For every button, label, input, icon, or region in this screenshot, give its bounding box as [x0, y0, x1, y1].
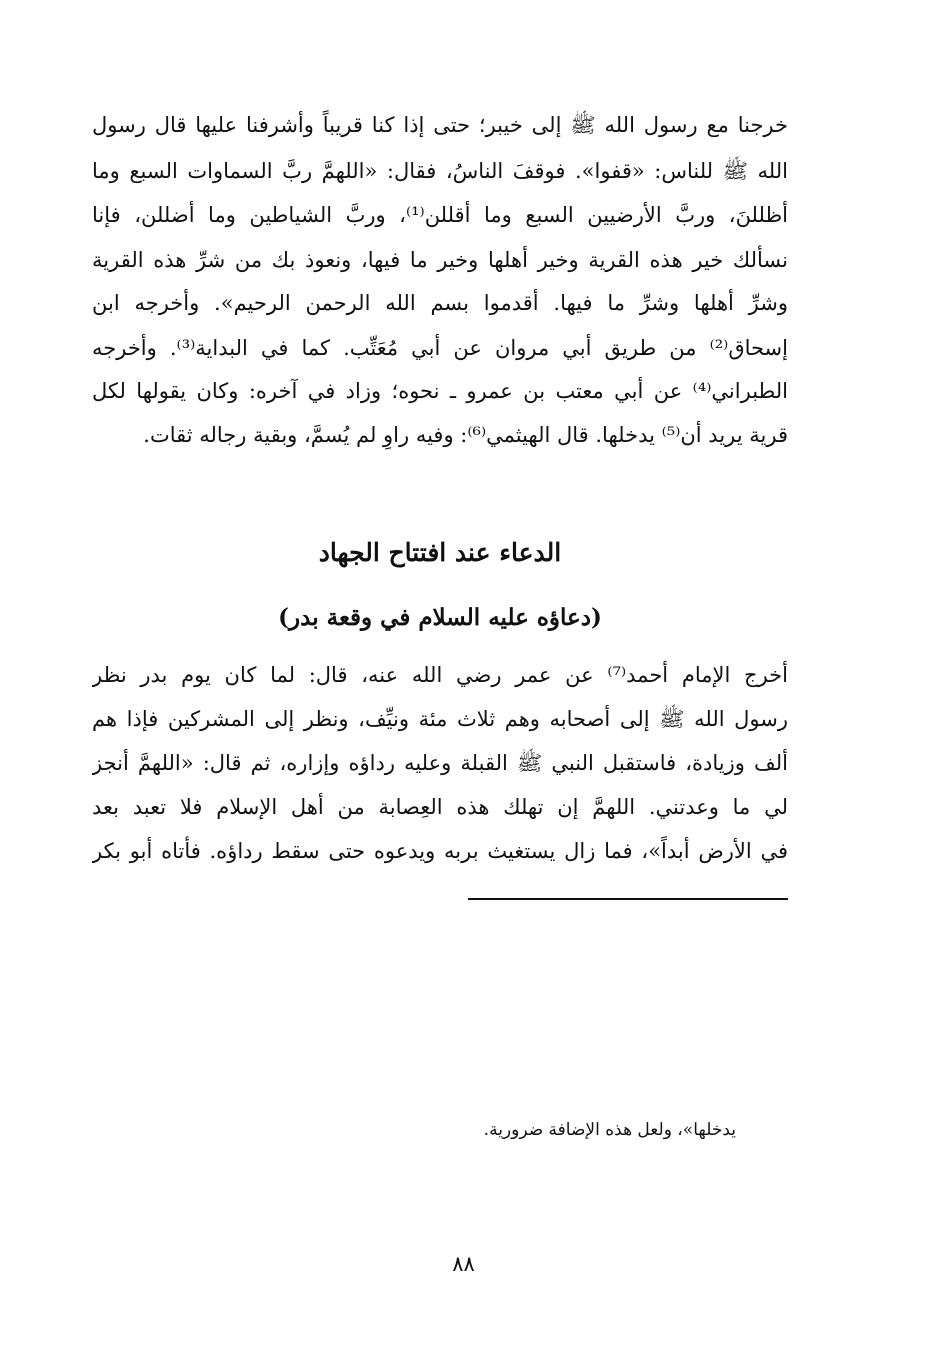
text-line: لي ما وعدتني. اللهمَّ إن تهلك هذه العِصابة من أهل الإسلام فلا تعبد بعد — [92, 795, 788, 819]
text-line: أظللنَ، وربَّ الأرضيين السبع وما أقللن⁽¹⁾، وربَّ الشياطين وما أضللن، فإنا — [92, 203, 788, 227]
text-line: نسألك خير هذه القرية وخير أهلها وخير ما فيها، ونعوذ بك من شرِّ هذه القرية — [92, 248, 788, 272]
text-line: الطبراني⁽⁴⁾ عن أبي معتب بن عمرو ـ نحوه؛ وزاد في آخره: وكان يقولها لكل — [92, 379, 788, 403]
text-line: رسول الله ﷺ إلى أصحابه وهم ثلاث مئة ونيِّف، ونظر إلى المشركين فإذا هم — [92, 707, 788, 731]
text-line: خرجنا مع رسول الله ﷺ إلى خيبر؛ حتى إذا كنا قريباً وأشرفنا عليها قال رسول — [92, 113, 788, 137]
section-heading: الدعاء عند افتتاح الجهاد — [318, 538, 562, 567]
text-line: أخرج الإمام أحمد⁽⁷⁾ عن عمر رضي الله عنه، قال: لما كان يوم بدر نظر — [92, 663, 788, 687]
footnote-continuation: يدخلها»، ولعل هذه الإضافة ضرورية. — [483, 1120, 736, 1140]
text-line: ألف وزيادة، فاستقبل النبي ﷺ القبلة وعليه رداؤه وإزاره، ثم قال: «اللهمَّ أنجز — [92, 751, 788, 775]
text-line: إسحاق⁽²⁾ من طريق أبي مروان عن أبي مُعَتِّب. كما في البداية⁽³⁾. وأخرجه — [92, 336, 788, 360]
footnote-separator — [468, 898, 788, 900]
text-line: في الأرض أبداً»، فما زال يستغيث بربه ويدعوه حتى سقط رداؤه. فأتاه أبو بكر — [92, 839, 788, 863]
text-line: وشرِّ أهلها وشرِّ ما فيها. أقدموا بسم الله الرحمن الرحيم». وأخرجه ابن — [92, 291, 788, 315]
section-subheading: (دعاؤه عليه السلام في وقعة بدر) — [278, 604, 602, 631]
text-line: قرية يريد أن⁽⁵⁾ يدخلها. قال الهيثمي⁽⁶⁾: وفيه راوٍ لم يُسمَّ، وبقية رجاله ثقات. — [143, 423, 788, 447]
page-number: ٨٨ — [452, 1252, 475, 1276]
text-line: الله ﷺ للناس: «قفوا». فوقفَ الناسُ، فقال: «اللهمَّ ربَّ السماوات السبع وما — [92, 159, 788, 183]
